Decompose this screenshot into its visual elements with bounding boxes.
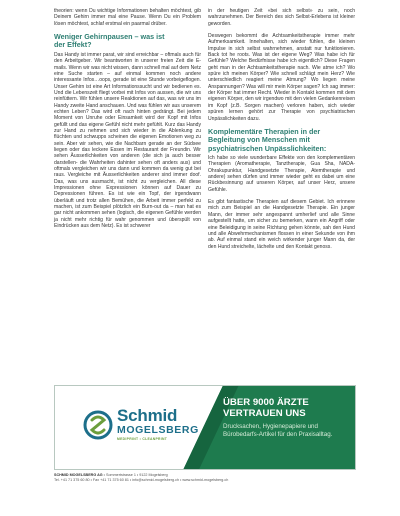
left-paragraph-2: Das Handy ist immer parat, wir sind erreichbar – oftmals auch für den Arbeitgeber. Wir beantworten in unserer freien Zeit die E-mails. Wenn wir was nicht wissen, dann schnell mal auf dem Netz eine Suche starten – auf einmal kommen noch andere interessante Infos…oops, gerade ist eine Stunde vorbeigeflogen. Unser Gehirn ist eine Art Informationssucht und wir bedienen es. Und die Lebenszeit fliegt vorbei mit Infos von aussen, die wir uns reinfüttern. Wir fühlen unsere Reaktionen auf das, was wir uns im Handy zweite Hand anschauen. Und was fühlen wir aus unserem echten Leben? Das wird oft nach hinten gedrängt. Bei jedem Moment von Unruhe oder Einsamkeit wird der Kopf mit Infos gefüllt und das eigene Gefühl nicht mehr gefühlt. Kurz das Handy zur Hand zu nehmen und sich wieder in die Ablenkung zu flüchten und schwupps scheinen die eigenen Emotionen weg zu sein. Aber wir sehen, wie die Nachbarn gerade an der Südsee liegen oder das leckere Essen im Restaurant der Freundin. Wir sehen Äusserlichkeiten von anderen (die sich ja auch besser darstellen- die Wahrheiten dahinter sehen oft anders aus) und oftmals vergleichen wir uns dann und kommen da wenig gut bei raus. Vergleiche mit Äusserlichkeiten anderer sind immer doof. Das, was uns ausmacht, ist nicht zu vergleichen. All diese Impressionen ohne Expressionen können auf Dauer zu Depressionen führen. Es ist wie ein Topf, der irgendwann überläuft und trotz allen Bemühen, die Arbeit immer perfekt zu machen, ist zum Beispiel plötzlich ein Burn-out da – man hat es gar nicht ankommen sehen (logisch, die eigenen Gefühle werden ja nicht mehr richtig für wahr genommen und überspült von Eindrücken aus dem Netz). Es ist schwerer [54,51,201,230]
right-paragraph-2: Deswegen bekommt die Achtsamkeitstherapie immer mehr Aufmerksamkeit. Innehalten, sich wieder fühlen, die kleinen Impulse in sich selbst wahrnehmen, anstatt nur funktionieren. Back tot he roots. Was ist der eigene Weg? Was habe ich für Gefühle? Welche Bedürfnisse habe ich eigentlich? Diese Fragen geht man in der Achtsamkeitstherapie nach. Wie atme ich? Wo spüre ich meinen Körper? Wie schnell schlägt mein Herz? Wie unterschiedlich reagiert meine Atmung? Wo liegen meine Anspannungen? Was will mir mein Körper sagen? Ich sag immer: der Körper hat immer Recht. Wieder in Kontakt kommen mit dem eigenen Körper, den wir irgendwo mit den vielen Gedankenreisen im Kopf (z.B. Sorgen machen) verloren haben, sich wieder spüren lernen gehört zur Therapie von psychiatrischen Unpässlichkeiten dazu. [208,33,355,122]
logo-brand-tagline: MEDIPRINT • CLEANPRINT [117,437,168,441]
logo-brand-name: Schmid [117,406,178,425]
ad-headline: ÜBER 9000 ÄRZTE VERTRAUEN UNS [223,397,309,419]
ad-footer [54,473,354,483]
left-column [54,8,201,235]
right-paragraph-3: Ich habe so viele wunderbare Effekte von den komplementären Therapien (Aromatherapie, Tanztherapie, Gua Sha, NADA-Ohrakupunktur, Handgesetzte Therapie, Atemtherapie und andere) sehen dürfen und immer wieder geht es dabei um eine Rückbesinnung auf unseren Körper, auf unser Herz, unsere Gefühle. [208,155,355,193]
right-column [208,8,355,256]
footer-address: Sommertstrasse 1 • 9122 Mogelsberg [105,473,168,477]
section-heading-komplementaere-therapien: Komplementäre Therapien in der Begleitung von Menschen mit psychiatrischen Unpässlichkeiten: [208,126,327,153]
advertisement-banner[interactable] [54,385,356,470]
logo-mark-icon [83,410,113,440]
right-paragraph-4: Es gibt fantastische Therapien auf diesem Gebiet. Ich erinnere mich zum Beispiel an die Handgesetzte Therapie. Ein junger Mann, der immer sehr angespannt umherlief und alle Sinne aufgestellt hatte, um sicher zu bemerken, wann ein Angriff oder eine Beleidigung in seine Richtung gehen könnte, sah den Hund und alle Abwehrmechanismen flossen in einer Sekunde von ihm ab. Auf einmal stand ein weich wirkender junger Mann da, der den Hund streichelte, lächelte und den Kontakt genoss. [208,199,355,250]
left-paragraph-1: theorien: wenn Du wichtige Informationen behalten möchtest, gib Deinem Gehirn immer mal eine Pause. Wenn Du ein Problem lösen möchtest, schlaf erstmal ein paarmal drüber. [54,8,201,27]
logo-brand-sub: MOGELSBERG [117,424,199,436]
right-paragraph-1: in der heutigen Zeit «bei sich selbst» zu sein, noch wahrzunehmen. Der Bereich des sich Selbst-Erlebens ist kleiner geworden. [208,8,355,27]
footer-contact[interactable]: Tel. +41 71 375 60 80 • Fax +41 71 375 60 81 • info@schmid-mogelsberg.ch • www.schmid-mogelsberg.ch [54,478,229,482]
ad-subline: Drucksachen, Hygienepapiere und Bürobedarfs-Artikel für den Praxisalltag. [223,423,333,438]
footer-separator: • [103,473,106,477]
footer-company: SCHMID MOGELSBERG AG [54,473,103,477]
schmid-logo [83,406,199,452]
section-heading-gehirnpausen: Weniger Gehirnpausen – was ist der Effekt? [54,32,165,50]
